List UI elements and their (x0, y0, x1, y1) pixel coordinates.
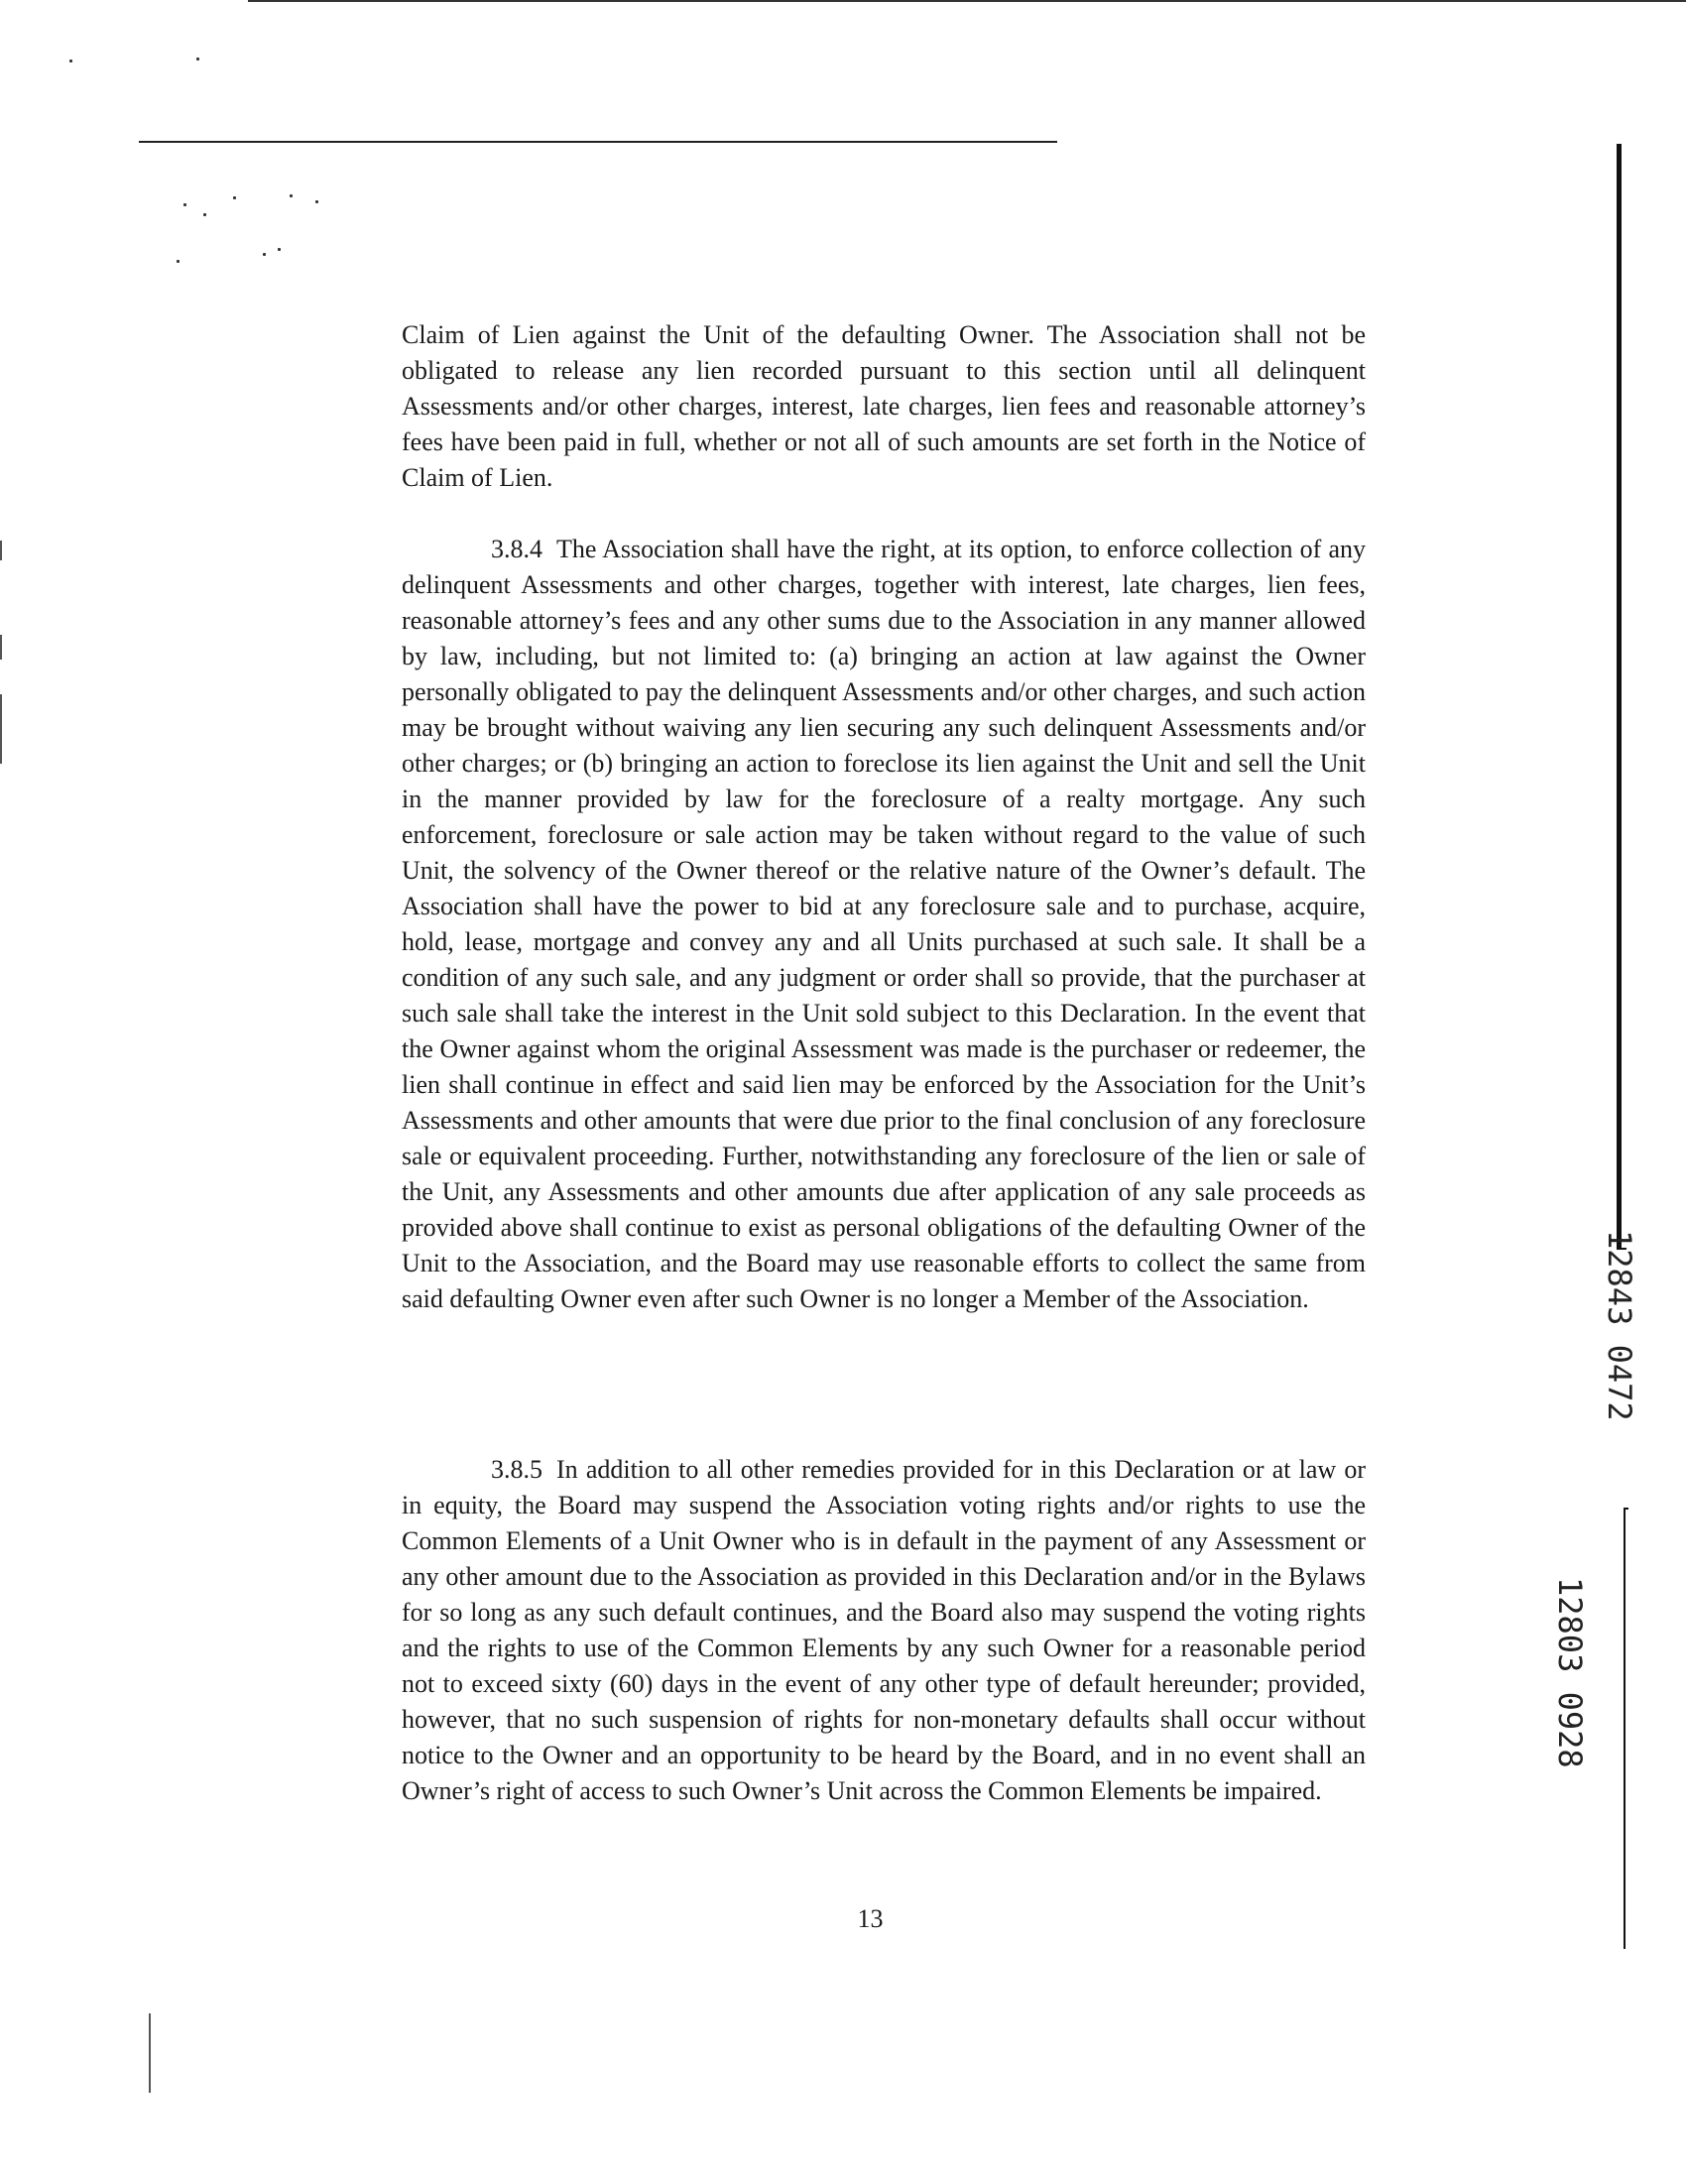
paragraph-continued: Claim of Lien against the Unit of the defaulting Owner. The Association shall not be obligated to release any lien recorded pursuant to this section until all delinquent Assessments and/or other charges, interest, late charges, lien fees and reasonable attorney’s fees have been paid in full, whether or not all of such amounts are set forth in the Notice of Claim of Lien. (402, 320, 1366, 492)
scan-speck (196, 58, 199, 61)
section-number: 3.8.5 (491, 1455, 542, 1484)
recording-stamp-upper: 12843 0472 (1601, 1230, 1638, 1421)
right-margin-bar-join (1624, 1508, 1628, 1510)
scan-speck (203, 213, 206, 216)
scan-speck (233, 196, 236, 199)
scan-speck (177, 260, 180, 263)
scan-edge-mark (149, 2013, 151, 2093)
scan-top-edge (248, 0, 1686, 2)
scan-speck (290, 194, 293, 197)
section-3-8-4 (402, 532, 1366, 1317)
recording-stamp-lower: 12803 0928 (1551, 1577, 1589, 1768)
section-text: In addition to all other remedies provided for in this Declaration or at law or in equity, the Board may suspend the Association voting rights and/or rights to use the Common Elements of a Unit Owner who is in default in the payment of any Assessment or any other amount due to the Association as provided in this Declaration and/or in the Bylaws for so long as any such default continues, and the Board also may suspend the voting rights and the rights to use of the Common Elements by any such Owner for a reasonable period not to exceed sixty (60) days in the event of any other type of default hereunder; provided, however, that no such suspension of rights for non-monetary defaults shall occur without notice to the Owner and an opportunity to be heard by the Board, and in no event shall an Owner’s right of access to such Owner’s Unit across the Common Elements be impaired. (402, 1455, 1366, 1805)
header-rule (139, 141, 1057, 143)
right-margin-bar (1617, 144, 1622, 1250)
section-3-8-5 (402, 1452, 1366, 1809)
section-text: The Association shall have the right, at its option, to enforce collection of any delinquent Assessments and other charges, together with interest, late charges, lien fees, reasonable attorney’s fees and any other sums due to the Association in any manner allowed by law, including, but not limited to: (a) bringing an action at law against the Owner personally obligated to pay the delinquent Assessments and/or other charges, and such action may be brought without waiving any lien securing any such delinquent Assessments and/or other charges; or (b) bringing an action to foreclose its lien against the Unit and sell the Unit in the manner provided by law for the foreclosure of a realty mortgage. Any such enforcement, foreclosure or sale action may be taken without regard to the value of such Unit, the solvency of the Owner thereof or the relative nature of the Owner’s default. The Association shall have the power to bid at any foreclosure sale and to purchase, acquire, hold, lease, mortgage and convey any and all Units purchased at such sale. It shall be a condition of any such sale, and any judgment or order shall so provide, that the purchaser at such sale shall take the interest in the Unit sold subject to this Declaration. In the event that the Owner against whom the original Assessment was made is the purchaser or redeemer, the lien shall continue in effect and said lien may be enforced by the Association for the Unit’s Assessments and other amounts that were due prior to the final conclusion of any foreclosure sale or equivalent proceeding. Further, notwithstanding any foreclosure of the lien or sale of the Unit, any Assessments and other amounts due after application of any sale proceeds as provided above shall continue to exist as personal obligations of the defaulting Owner of the Unit to the Association, and the Board may use reasonable efforts to collect the same from said defaulting Owner even after such Owner is no longer a Member of the Association. (402, 535, 1366, 1313)
scan-edge-mark (0, 635, 2, 660)
scan-speck (263, 253, 266, 256)
scan-edge-mark (0, 694, 2, 764)
scan-speck (315, 200, 318, 203)
right-margin-bar-lower (1624, 1508, 1626, 1949)
scan-speck (278, 248, 281, 251)
page-number: 13 (857, 1904, 884, 1933)
scan-speck (183, 203, 186, 206)
section-number: 3.8.4 (491, 535, 542, 563)
scan-speck (69, 60, 72, 62)
scan-edge-mark (0, 541, 2, 560)
